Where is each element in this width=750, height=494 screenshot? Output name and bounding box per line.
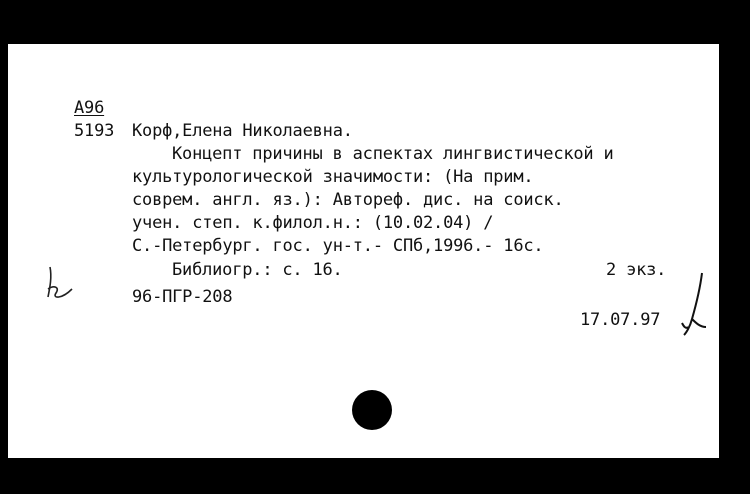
handwritten-mark-left	[38, 259, 88, 309]
title-line-1: Концепт причины в аспектах лингвистической и	[172, 144, 614, 164]
inventory-code: 96-ПГР-208	[132, 287, 233, 307]
handwritten-signature-right	[676, 269, 716, 339]
punch-hole	[352, 390, 392, 430]
author-name: Корф,Елена Николаевна.	[132, 121, 353, 141]
catalog-card	[8, 44, 719, 458]
date-stamp: 17.07.97	[580, 310, 661, 330]
record-number: 5193	[74, 121, 115, 141]
title-line-4: учен. степ. к.филол.н.: (10.02.04) /	[132, 213, 494, 233]
bibliography-note: Библиогр.: с. 16.	[172, 260, 343, 280]
title-line-2: культурологической значимости: (На прим.	[132, 167, 534, 187]
shelfmark: А96	[74, 98, 105, 118]
title-line-5: С.-Петербург. гос. ун-т.- СПб,1996.- 16с.	[132, 236, 544, 256]
copies-count: 2 экз.	[606, 260, 667, 280]
title-line-3: соврем. англ. яз.): Автореф. дис. на соиск.	[132, 190, 564, 210]
